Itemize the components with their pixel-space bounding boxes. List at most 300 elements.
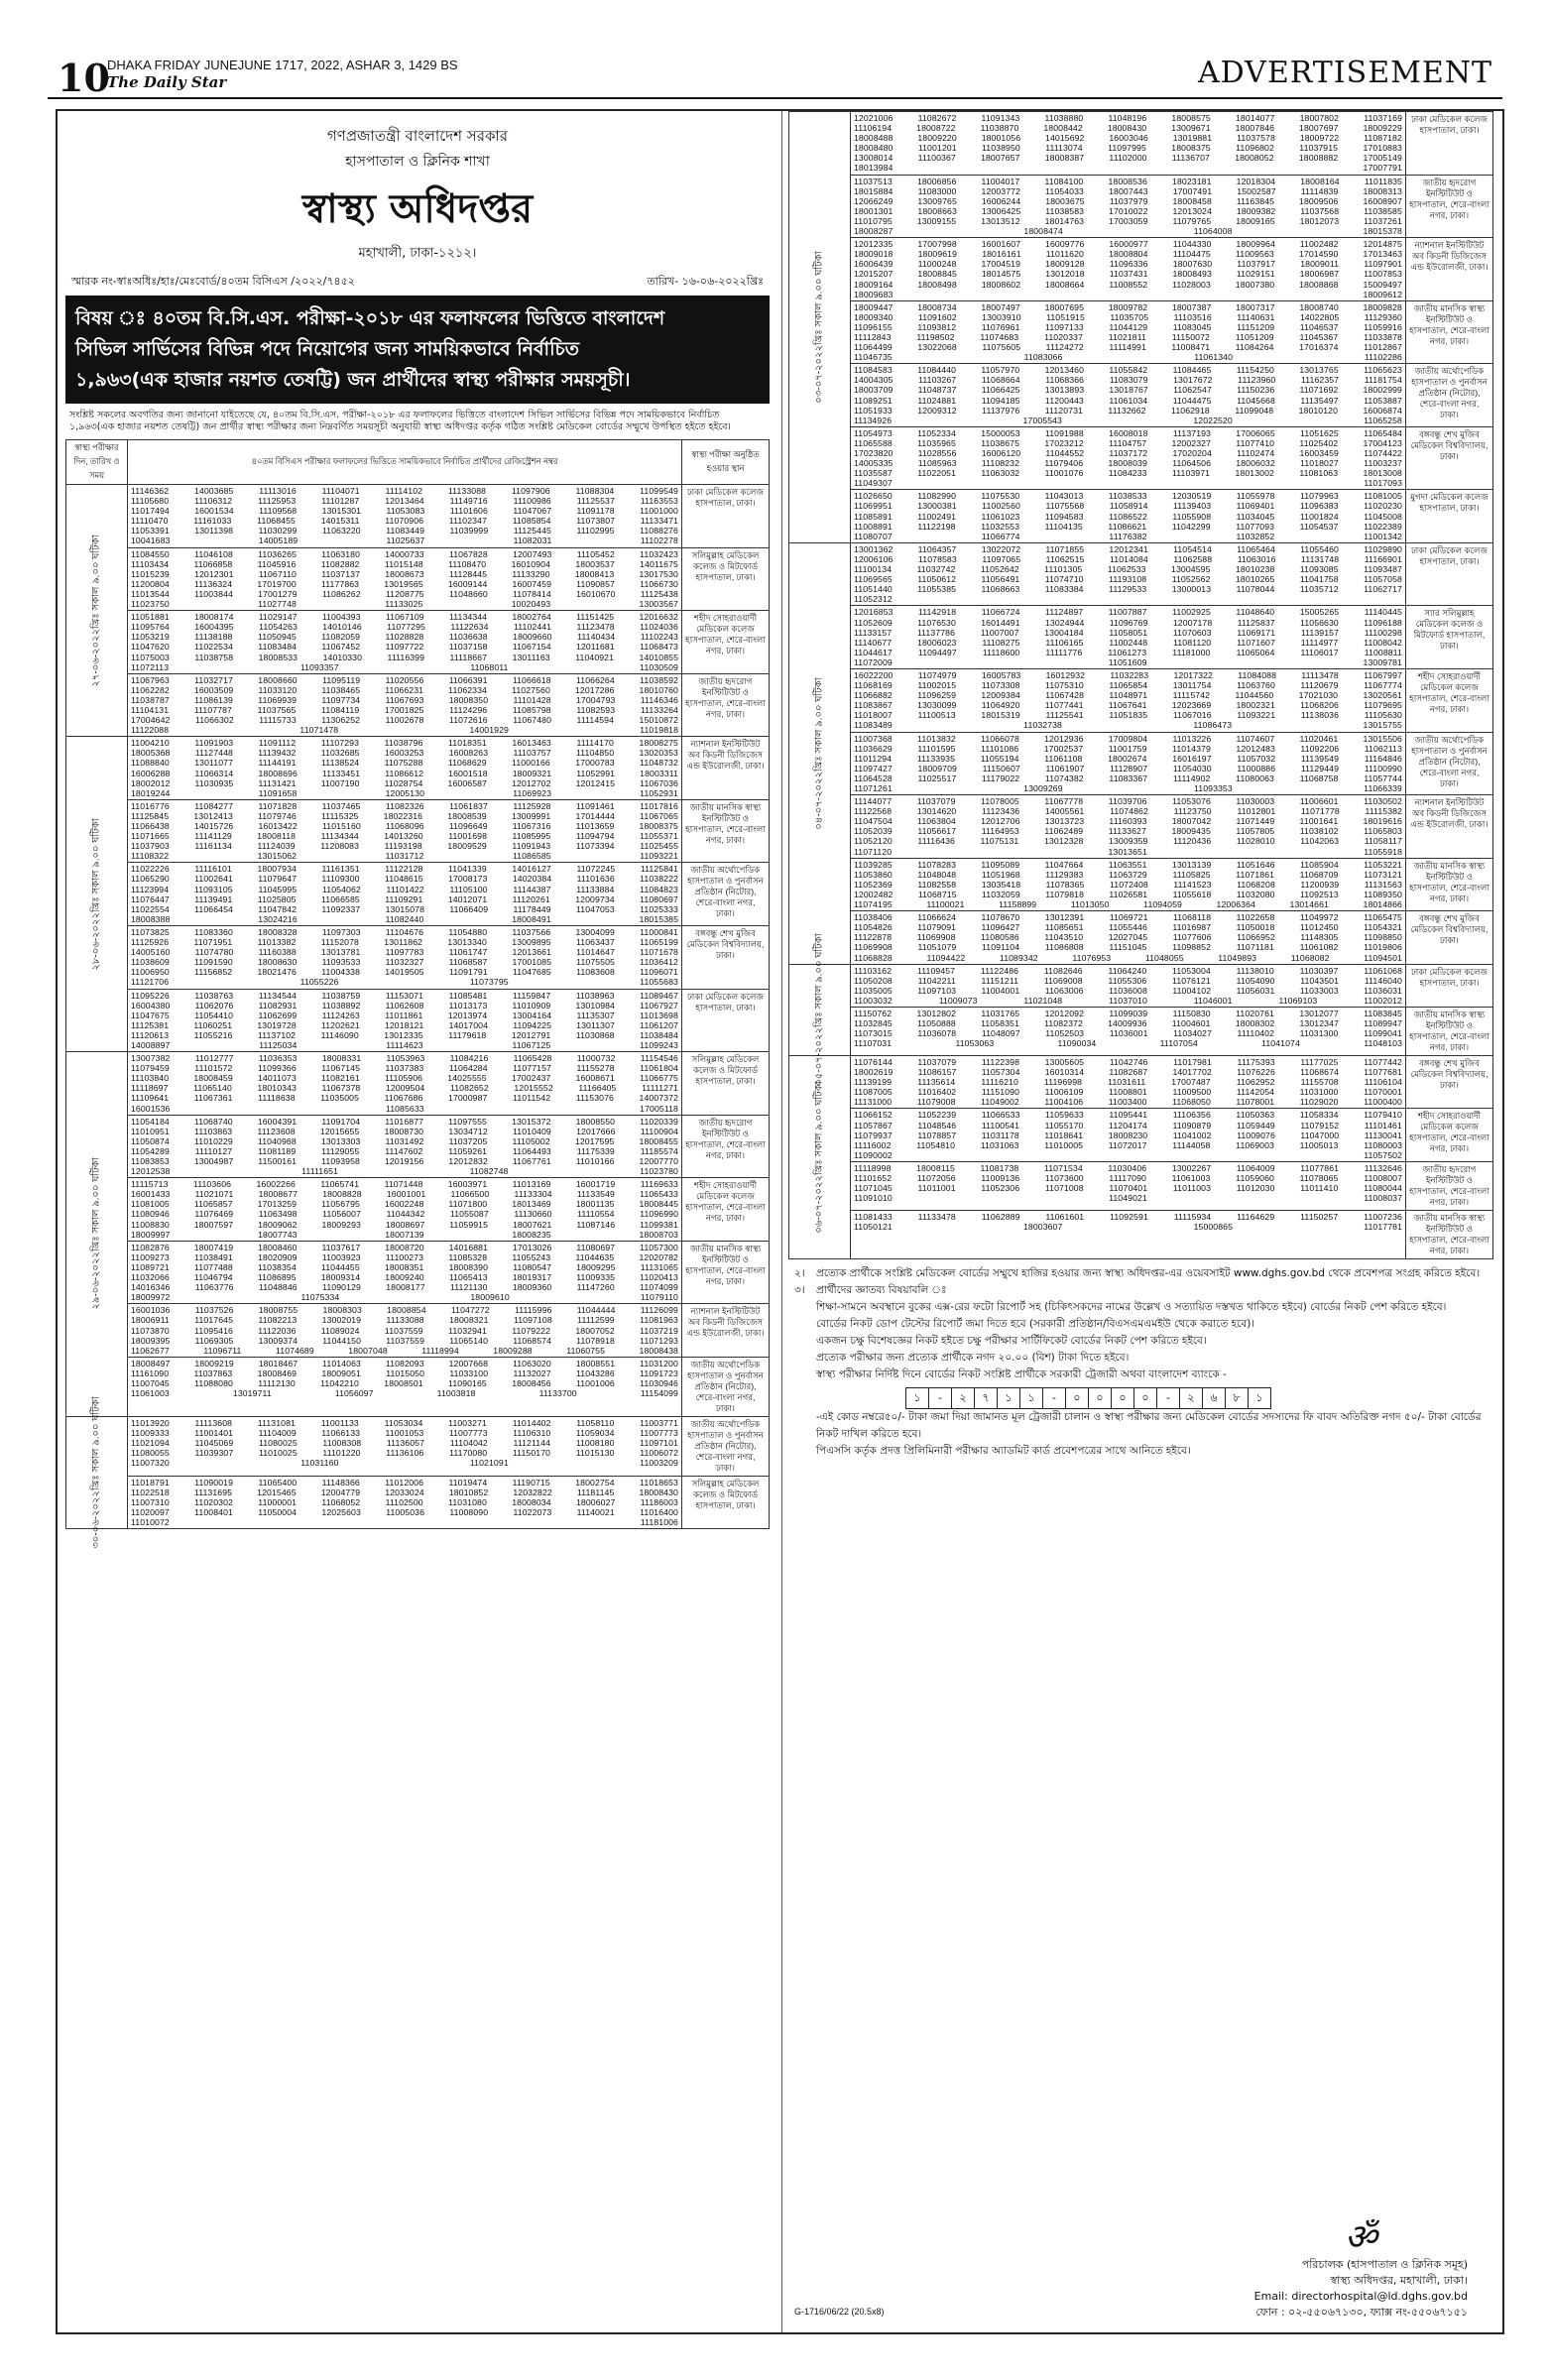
- registration-number: 18005368: [131, 748, 171, 759]
- note-number: ২।: [794, 1266, 805, 1279]
- registration-number: 12017322: [1173, 669, 1213, 680]
- registration-number: 11076530: [917, 617, 956, 628]
- registration-number: 11140631: [1237, 311, 1275, 322]
- registration-number: 11102995: [576, 526, 615, 536]
- registration-number: 13009991: [511, 810, 551, 821]
- registration-number: 18008458: [1172, 195, 1212, 206]
- roll-line: [854, 1009, 1402, 1018]
- registration-number: 11102441: [513, 622, 552, 633]
- registration-number: 16006120: [981, 448, 1021, 458]
- registration-number: 18010343: [257, 1083, 297, 1094]
- registration-number: 18007934: [257, 864, 297, 875]
- registration-number: 11091988: [1044, 427, 1084, 438]
- registration-number: 11039307: [194, 1448, 234, 1459]
- registration-number: 11063006: [1044, 985, 1084, 996]
- registration-number: 13012413: [193, 810, 233, 821]
- registration-number: 11003771: [640, 1417, 678, 1428]
- registration-number: 12013974: [447, 1010, 488, 1020]
- registration-number: 12012936: [1044, 733, 1084, 744]
- registration-number: 11175339: [576, 1145, 615, 1156]
- subject-line: ১,৯৬৩(এক হাজার নয়শত তেষট্টি) জন প্রার্থীদের স্বাস্থ্য পরীক্ষার সময়সূচী।: [75, 369, 631, 391]
- registration-number: 18008321: [449, 1315, 489, 1326]
- registration-number: 11047000: [1300, 1130, 1340, 1140]
- registration-number: 11107293: [320, 738, 360, 749]
- registration-number: 11031200: [640, 1358, 678, 1368]
- registration-number: 11076226: [1237, 1067, 1275, 1078]
- govt-ad-code: G-1716/06/22 (20.5x8): [794, 2307, 885, 2317]
- registration-number: 11096383: [1299, 501, 1339, 512]
- registration-number: 11121706: [131, 977, 170, 988]
- registration-number: 11071678: [640, 947, 678, 958]
- registration-number: 11093221: [640, 851, 678, 862]
- roll-line: [131, 705, 678, 715]
- registration-number: 11052369: [854, 879, 893, 890]
- registration-number: 11008471: [1171, 342, 1211, 353]
- registration-number: 18003709: [854, 385, 894, 396]
- registration-number: 11080697: [640, 893, 678, 904]
- registration-number: 11096990: [640, 1209, 678, 1220]
- registration-number: 11097722: [385, 642, 424, 653]
- registration-number: 11064009: [1236, 1162, 1275, 1173]
- roll-line: [131, 1428, 678, 1438]
- registration-number: 16010314: [1044, 1067, 1085, 1078]
- registration-number: 11038950: [982, 143, 1020, 154]
- registration-number: 11048660: [448, 588, 488, 599]
- registration-number: 11067997: [1364, 669, 1402, 680]
- registration-number: 11058334: [1299, 1110, 1339, 1121]
- registration-number: 11008552: [1109, 279, 1148, 290]
- registration-number: 18008390: [448, 1261, 489, 1272]
- schedule-row: [789, 1109, 1493, 1161]
- exam-centre: শহীদ সোহরাওয়ার্দী মেডিকেল কলেজ হাসপাতাল, শেরে-বাংলা নগর, ঢাকা।: [1406, 668, 1493, 732]
- registration-number: 11131563: [1364, 879, 1402, 890]
- registration-number: 11204174: [1109, 1120, 1147, 1130]
- registration-number: 11030946: [640, 1377, 678, 1388]
- registration-number: 11084583: [854, 365, 893, 376]
- registration-numbers: [851, 795, 1406, 859]
- registration-number: 11067693: [385, 694, 424, 705]
- registration-number: 11110402: [1237, 1028, 1275, 1039]
- registration-number: 11144387: [513, 884, 551, 894]
- fee-code-digit: -: [1157, 1388, 1180, 1408]
- registration-number: 11086621: [1108, 521, 1147, 532]
- registration-number: 11080055: [131, 1448, 170, 1459]
- roll-line: [131, 559, 678, 569]
- registration-number: 11060251: [193, 1019, 233, 1030]
- registration-number: 18010852: [448, 1487, 489, 1497]
- registration-number: 11004338: [321, 967, 360, 978]
- roll-line: [854, 1212, 1402, 1222]
- registration-number: 11068709: [1299, 869, 1339, 880]
- registration-number: 11111651: [301, 1166, 338, 1177]
- roll-line: [854, 966, 1402, 976]
- registration-number: 11097303: [321, 926, 361, 937]
- registration-number: 11196998: [1043, 1077, 1083, 1088]
- exam-centre: ঢাকা মেডিকেল কলেজ হাসপাতাল, ঢাকা।: [1406, 542, 1493, 606]
- registration-number: 11067761: [512, 1156, 551, 1166]
- registration-number: 11070001: [1364, 1087, 1402, 1098]
- registration-number: 15010872: [639, 715, 678, 726]
- registration-number: 11096071: [640, 967, 678, 978]
- registration-number: 11043013: [1044, 491, 1084, 502]
- registration-number: 11097906: [511, 486, 550, 496]
- registration-number: 11062489: [1044, 826, 1084, 837]
- registration-number: 11114623: [386, 1039, 423, 1050]
- roll-line: [854, 491, 1402, 501]
- registration-number: 11102278: [640, 536, 678, 546]
- registration-number: 11063020: [512, 1358, 551, 1368]
- registration-number: 11003209: [640, 1458, 678, 1469]
- registration-number: 18008550: [575, 1116, 616, 1127]
- registration-number: 11083045: [1172, 321, 1212, 332]
- registration-number: 11001759: [1108, 743, 1147, 754]
- roll-line: [854, 396, 1402, 406]
- registration-number: 11144058: [1172, 1139, 1211, 1150]
- registration-number: 17003059: [1109, 215, 1148, 226]
- registration-number: 11066724: [981, 607, 1020, 618]
- registration-number: 11031080: [448, 1496, 487, 1507]
- roll-line: [854, 1163, 1402, 1173]
- roll-line: [854, 607, 1402, 617]
- registration-number: 11013544: [131, 588, 170, 599]
- registration-number: 18008630: [257, 957, 298, 968]
- roll-line: [854, 385, 1402, 395]
- registration-number: 11044330: [1172, 239, 1212, 250]
- registration-number: 11067378: [321, 1083, 361, 1094]
- registration-number: 18009062: [258, 1219, 298, 1230]
- registration-number: 11134344: [320, 831, 359, 842]
- registration-number: 13009765: [917, 195, 957, 206]
- registration-number: 11141129: [194, 831, 232, 842]
- exam-date: ২৭-০৬-২০২২খ্রিঃ সকাল ৯.০০ ঘটিকা: [90, 535, 101, 687]
- roll-line: [854, 796, 1402, 806]
- roll-line: [131, 1063, 678, 1073]
- registration-number: 13012391: [1044, 912, 1085, 923]
- registration-number: 13017672: [1173, 375, 1213, 386]
- registration-number: 11038222: [640, 874, 678, 885]
- roll-line: [131, 1359, 678, 1368]
- registration-numbers: [128, 737, 682, 800]
- left-column: [65, 111, 770, 2332]
- registration-number: 11066882: [854, 690, 893, 701]
- roll-line: [854, 196, 1402, 206]
- registration-number: 11028556: [917, 448, 957, 458]
- fee-code-digit: ১: [998, 1388, 1020, 1408]
- registration-number: 18001301: [854, 205, 894, 216]
- registration-numbers: [851, 1210, 1406, 1258]
- registration-number: 11068050: [1172, 1097, 1211, 1108]
- note-last: পিএসসি কর্তৃক প্রদত্ত প্রিলিমিনারী পরীক্ষার অ্যাডমিট কার্ড প্রবেশপত্রের সাথে আনিতে হইবে।: [816, 1444, 1191, 1457]
- registration-number: 11065857: [193, 1199, 233, 1210]
- schedule-row: [66, 1357, 770, 1416]
- registration-number: 11098852: [1172, 942, 1212, 953]
- registration-number: 11109291: [385, 893, 423, 904]
- roll-line: [131, 788, 678, 798]
- registration-number: 11012450: [1299, 922, 1339, 933]
- registration-number: 18020909: [258, 1251, 298, 1262]
- registration-number: 11066425: [981, 385, 1020, 396]
- registration-number: 18009964: [1236, 239, 1275, 250]
- registration-number: 11125841: [640, 864, 678, 875]
- registration-number: 11025517: [917, 773, 957, 783]
- registration-number: 11096155: [854, 321, 893, 332]
- registration-number: 11037559: [386, 1335, 425, 1346]
- registration-number: 11061034: [1109, 395, 1148, 406]
- registration-number: 11113478: [1301, 669, 1339, 680]
- registration-number: 11055978: [1236, 491, 1275, 502]
- memo-line: [71, 273, 764, 292]
- registration-number: 11060755: [566, 1345, 606, 1356]
- registration-number: 11125445: [513, 526, 551, 536]
- registration-number: 11044444: [576, 1305, 616, 1316]
- registration-number: 16001036: [131, 1305, 171, 1316]
- registration-number: 13013139: [1171, 859, 1212, 870]
- fee-code-digit: ০: [1134, 1388, 1157, 1408]
- registration-number: 11089024: [320, 1325, 360, 1336]
- registration-number: 13013723: [1044, 816, 1085, 827]
- registration-number: 11054973: [854, 427, 893, 438]
- exam-date: ২৮-০৬-২০২২খ্রিঃ সকাল ৯.০০ ঘটিকা: [90, 818, 101, 971]
- registration-number: 11051933: [854, 405, 893, 416]
- roll-line: [131, 1326, 678, 1336]
- registration-number: 11090165: [448, 1377, 487, 1388]
- registration-number: 16013463: [512, 738, 551, 749]
- registration-number: 13012347: [1299, 1018, 1339, 1029]
- registration-number: 11139403: [1172, 501, 1212, 512]
- registration-number: 11083853: [131, 1156, 170, 1166]
- registration-number: 11055908: [1172, 511, 1212, 522]
- registration-number: 11069003: [1236, 1139, 1274, 1150]
- schedule-row: [66, 1476, 770, 1528]
- roll-line: [854, 332, 1402, 342]
- registration-number: 13006425: [981, 205, 1021, 216]
- roll-line: [854, 544, 1402, 554]
- registration-number: 11175393: [1237, 1056, 1275, 1067]
- registration-number: 16001607: [981, 239, 1021, 250]
- registration-number: 11014402: [512, 1417, 551, 1428]
- registration-number: 11053063: [955, 1038, 995, 1049]
- schedule-row: [66, 547, 770, 611]
- registration-number: 11078365: [1045, 879, 1085, 890]
- registration-number: 11066314: [194, 768, 234, 778]
- registration-number: 18009660: [513, 632, 552, 643]
- registration-number: 11082990: [917, 491, 956, 502]
- registration-number: 13011307: [576, 1019, 615, 1030]
- roll-line: [131, 1458, 678, 1468]
- roll-line: [131, 569, 678, 579]
- registration-number: 11073308: [981, 680, 1020, 691]
- registration-number: 18009529: [447, 841, 487, 852]
- registration-number: 11032738: [1023, 720, 1062, 731]
- registration-number: 14015311: [320, 516, 360, 527]
- registration-number: 11161033: [193, 516, 232, 527]
- registration-number: 11133025: [385, 599, 423, 610]
- registration-number: 11100513: [917, 710, 956, 721]
- registration-number: 11148305: [1300, 932, 1339, 943]
- registration-number: 18009997: [131, 1229, 171, 1240]
- registration-number: 11081189: [258, 1145, 297, 1156]
- registration-number: 11037205: [448, 1135, 488, 1146]
- registration-number: 18008491: [512, 913, 551, 924]
- registration-number: 11055087: [449, 1209, 489, 1220]
- registration-number: 11029147: [258, 612, 298, 623]
- registration-number: 11086157: [917, 1067, 957, 1078]
- registration-number: 11032717: [194, 674, 233, 685]
- registration-number: 11059915: [449, 1219, 489, 1230]
- registration-number: 11042211: [917, 975, 956, 986]
- registration-number: 11066152: [854, 1110, 893, 1121]
- registration-number: 11208083: [320, 841, 360, 852]
- roll-line: [131, 1488, 678, 1497]
- registration-number: 11059449: [1236, 1120, 1275, 1130]
- registration-number: 11063437: [575, 937, 615, 948]
- registration-number: 17023212: [1044, 437, 1084, 448]
- registration-number: 11007853: [1364, 269, 1402, 280]
- registration-number: 11106017: [1300, 647, 1339, 657]
- registration-number: 12006106: [854, 553, 894, 564]
- registration-number: 14015726: [193, 821, 234, 831]
- registration-number: 16009144: [447, 578, 488, 589]
- registration-number: 11129360: [1364, 311, 1402, 322]
- registration-numbers: [128, 989, 682, 1052]
- registration-number: 11097901: [1364, 259, 1402, 270]
- registration-number: 11117090: [1109, 1173, 1146, 1183]
- registration-number: 11052931: [640, 787, 678, 798]
- registration-number: 11062334: [448, 684, 487, 695]
- registration-number: 11077861: [1300, 1162, 1340, 1173]
- registration-number: 11068664: [981, 375, 1020, 386]
- schedule-row: [66, 1178, 770, 1242]
- schedule-table-right: [788, 111, 1493, 1259]
- registration-number: 14016881: [448, 1242, 489, 1252]
- registration-number: 11047620: [131, 642, 170, 653]
- registration-number: 11042063: [1300, 836, 1340, 847]
- registration-number: 11004601: [1171, 1018, 1211, 1029]
- registration-number: 11106356: [1172, 1110, 1211, 1121]
- registration-number: 11081738: [980, 1162, 1019, 1173]
- registration-number: 10020493: [511, 599, 551, 610]
- registration-number: 17013463: [1363, 249, 1402, 260]
- registration-number: 11078283: [917, 859, 956, 870]
- exam-centre: জাতীয় মানসিক স্বাস্থ্য ইনস্টিটিউট ও হাসপাতাল, শেরে-বাংলা নগর, ঢাকা।: [682, 799, 770, 863]
- registration-number: 11062515: [1045, 553, 1085, 564]
- roll-line: [131, 1156, 678, 1166]
- registration-number: 11036638: [448, 632, 488, 643]
- registration-number: 11079818: [1045, 889, 1085, 899]
- registration-number: 11083608: [576, 967, 615, 978]
- registration-number: 11077606: [1172, 932, 1212, 943]
- registration-number: 11090002: [854, 1149, 893, 1160]
- registration-number: 11125381: [131, 1019, 170, 1030]
- registration-number: 11001698: [448, 831, 487, 842]
- registration-number: 11071293: [640, 1335, 678, 1346]
- registration-number: 11061003: [1171, 1173, 1211, 1183]
- registration-number: 16001518: [448, 768, 488, 778]
- registration-number: 11116101: [194, 864, 232, 875]
- roll-line: [854, 574, 1402, 584]
- registration-number: 11056007: [322, 1209, 361, 1220]
- registration-number: 11045916: [257, 558, 297, 569]
- registration-number: 11002482: [1299, 239, 1339, 250]
- registration-number: 18006911: [131, 1315, 170, 1326]
- schedule-row: [66, 799, 770, 863]
- registration-number: 11048971: [1109, 690, 1148, 701]
- registration-number: 17002537: [1043, 743, 1084, 754]
- registration-number: 13009269: [1023, 783, 1063, 793]
- registration-number: 11071692: [1299, 385, 1339, 396]
- registration-number: 11009073: [938, 995, 978, 1006]
- roll-line: [854, 912, 1402, 922]
- registration-number: 11105452: [576, 548, 615, 559]
- notes-section: [788, 1265, 1493, 1460]
- registration-number: 18015319: [981, 710, 1020, 721]
- roll-line: [854, 1173, 1402, 1183]
- registration-number: 12007770: [639, 1156, 678, 1166]
- registration-number: 11037559: [384, 1325, 423, 1336]
- roll-line: [131, 758, 678, 768]
- registration-number: 13011862: [384, 937, 423, 948]
- registration-number: 11062113: [1364, 743, 1402, 754]
- registration-number: 11019806: [1364, 942, 1402, 953]
- registration-number: 11146362: [131, 486, 170, 496]
- registration-number: 11106312: [194, 496, 233, 507]
- registration-number: 11031765: [981, 1008, 1020, 1018]
- registration-number: 18013008: [1363, 468, 1402, 479]
- registration-number: 17004123: [1363, 437, 1402, 448]
- registration-number: 11025455: [640, 841, 678, 852]
- registration-number: 11085891: [854, 511, 893, 522]
- registration-number: 11089467: [640, 990, 678, 1001]
- registration-number: 11139432: [258, 748, 297, 759]
- registration-number: 11023780: [640, 1166, 678, 1177]
- roll-line: [131, 1127, 678, 1136]
- registration-number: 18009229: [1363, 123, 1402, 134]
- roll-line: [131, 1199, 678, 1209]
- signatory-title: পরিচালক (হাসপাতাল ও ক্লিনিক সমূহ): [1301, 2258, 1468, 2271]
- registration-number: 11097995: [1108, 143, 1146, 154]
- registration-number: 11118600: [982, 647, 1020, 657]
- registration-number: 13019565: [384, 578, 423, 589]
- registration-number: 11038491: [194, 1251, 233, 1262]
- registration-number: 17014590: [1298, 249, 1339, 260]
- registration-number: 18008663: [917, 205, 957, 216]
- registration-number: 18009782: [1108, 301, 1148, 312]
- roll-line: [854, 618, 1402, 628]
- registration-number: 13019711: [232, 1388, 272, 1399]
- registration-numbers: [128, 1357, 682, 1416]
- registration-number: 12018121: [384, 1019, 424, 1030]
- registration-number: 11000248: [917, 259, 957, 270]
- registration-number: 13011163: [512, 652, 550, 662]
- registration-number: 11099549: [640, 486, 678, 496]
- roll-line: [854, 342, 1402, 352]
- registration-number: 11058914: [1109, 501, 1148, 512]
- registration-number: 11049893: [1218, 952, 1257, 963]
- registration-number: 11001401: [194, 1427, 234, 1438]
- registration-number: 12017595: [574, 1135, 615, 1146]
- note-3: [794, 1282, 1493, 1299]
- registration-number: 13014620: [916, 806, 957, 817]
- registration-number: 13004164: [512, 1010, 552, 1020]
- registration-number: 11071607: [1237, 637, 1275, 648]
- roll-line: [854, 870, 1402, 880]
- registration-number: 11075288: [384, 758, 423, 769]
- registration-number: 11062608: [385, 1000, 424, 1011]
- registration-number: 11070401: [1109, 1183, 1148, 1194]
- registration-number: 18001056: [981, 133, 1021, 144]
- registration-number: 11053221: [1364, 859, 1402, 870]
- registration-number: 11070906: [385, 516, 424, 527]
